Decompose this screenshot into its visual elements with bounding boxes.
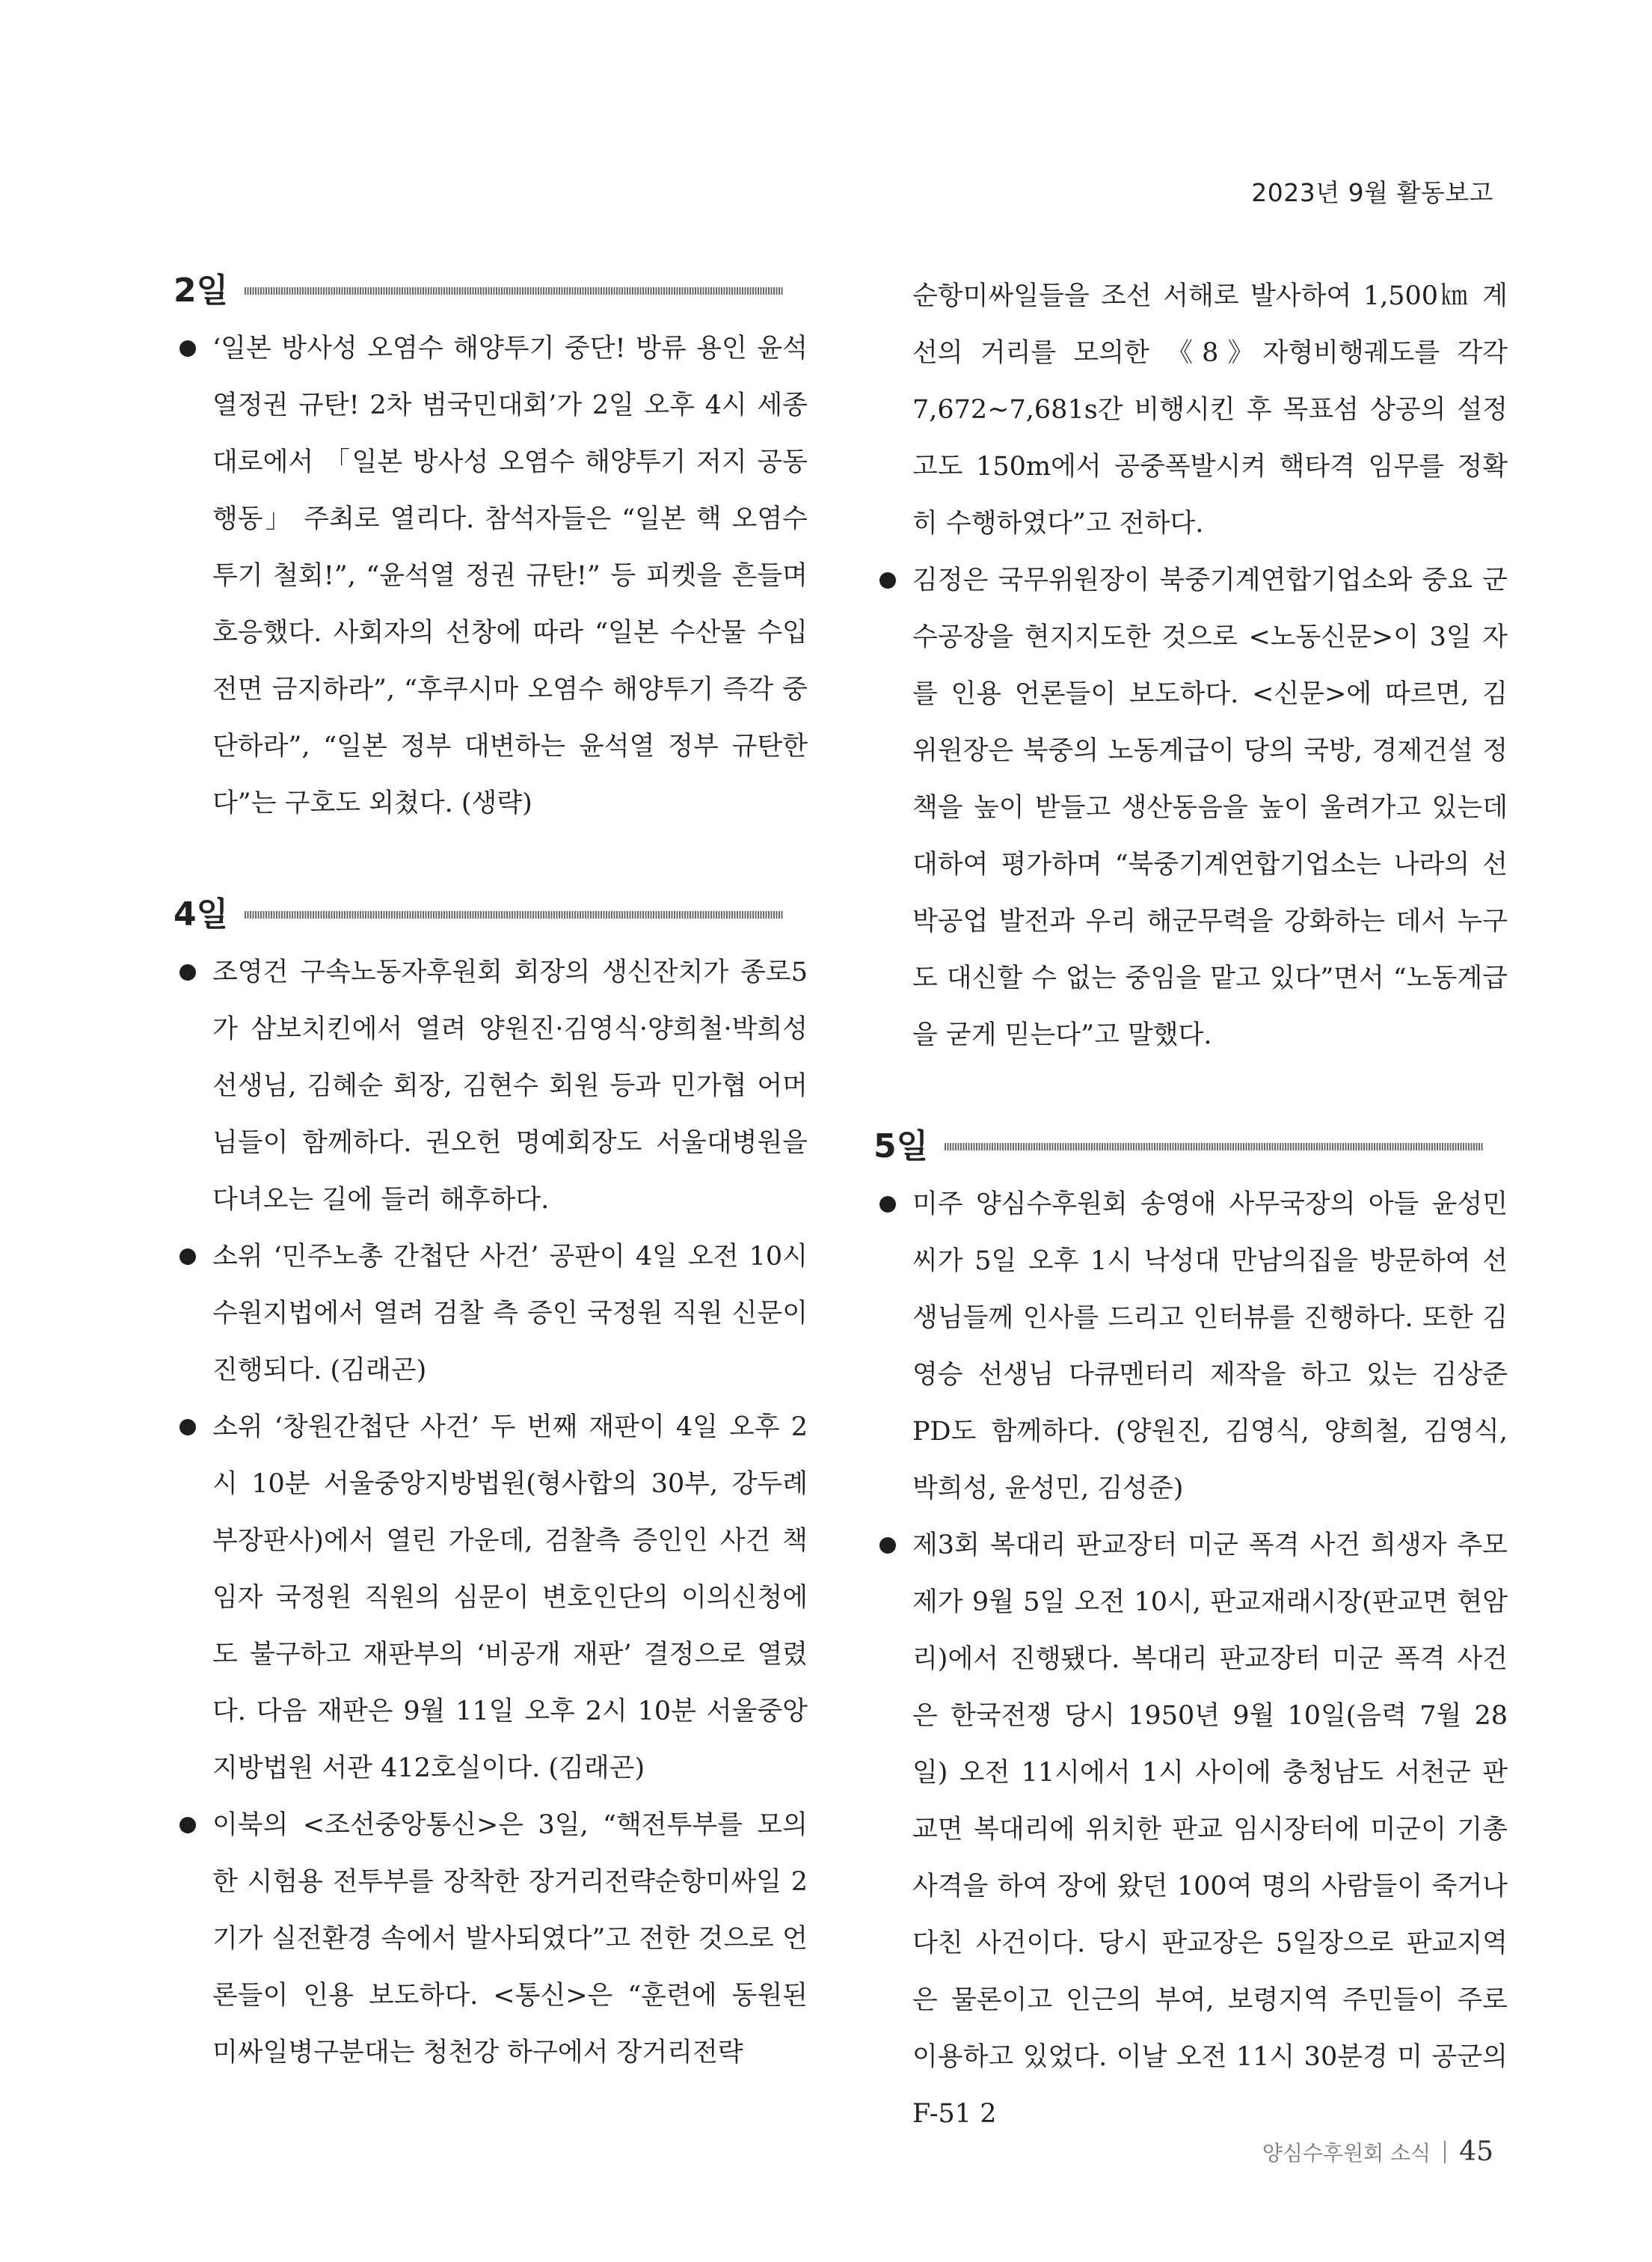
item-text: 소위 ‘민주노총 간첩단 사건’ 공판이 4일 오전 10시 수원지법에서 열려 검찰 측 증인 국정원 직원 신문이 진행되다. (김래곤): [212, 1242, 808, 1385]
publication-name: 양심수후원회 소식: [1262, 2140, 1431, 2166]
bullet-icon: [179, 1817, 196, 1833]
list-item: [174, 944, 811, 1228]
list-item: [873, 1176, 1511, 1517]
heading-rule: [245, 287, 783, 295]
bullet-icon: [879, 572, 896, 589]
footer-divider: [1444, 2141, 1446, 2163]
list-item: [174, 1399, 811, 1797]
bullet-icon: [179, 340, 196, 357]
list-item: [174, 1797, 811, 2081]
bullet-icon: [879, 1196, 896, 1213]
page-number: 45: [1459, 2136, 1493, 2167]
day-label: 4일: [174, 895, 229, 934]
day-heading-4: [174, 892, 811, 938]
list-item: [174, 320, 811, 832]
heading-rule: [245, 911, 783, 919]
bullet-icon: [179, 1419, 196, 1435]
item-text: 김정은 국무위원장이 북중기계연합기업소와 중요 군수공장을 현지지도한 것으로 <노동신문>이 3일 자를 인용 언론들이 보도하다. <신문>에 따르면, 김 위원장은 북중의 노동계급이 당의 국방, 경제건설 정책을 높이 받들고 생산동음을 높이 울려가고 있는데 대하여 평가하며 “북중기계연합기업소는 나라의 선박공업 발전과 우리 해군무력을 강화하는 데서 누구도 대신할 수 없는 중임을 맡고 있다”면서 “노동계급을 굳게 믿는다”고 말했다.: [912, 566, 1508, 1050]
right-column: [873, 268, 1511, 2142]
heading-rule: [945, 1143, 1483, 1150]
item-text: 미주 양심수후원회 송영애 사무국장의 아들 윤성민씨가 5일 오후 1시 낙성대 만남의집을 방문하여 선생님들께 인사를 드리고 인터뷰를 진행하다. 또한 김영승 선생님 다큐멘터리 제작을 하고 있는 김상준 PD도 함께하다. (양원진, 김영식, 양희철, 김영식, 박희성, 윤성민, 김성준): [912, 1189, 1508, 1504]
list-item: [174, 1228, 811, 1399]
item-text: 제3회 복대리 판교장터 미군 폭격 사건 희생자 추모제가 9월 5일 오전 10시, 판교재래시장(판교면 현암리)에서 진행됐다. 복대리 판교장터 미군 폭격 사건은 한국전쟁 당시 1950년 9월 10일(음력 7월 28일) 오전 11시에서 1시 사이에 충청남도 서천군 판교면 복대리에 위치한 판교 임시장터에 미군이 기총사격을 하여 장에 왔던 100여 명의 사람들이 죽거나 다친 사건이다. 당시 판교장은 5일장으로 판교지역은 물론이고 인근의 부여, 보령지역 주민들이 주로 이용하고 있었다. 이날 오전 11시 30분경 미 공군의 F-51 2: [912, 1530, 1508, 2129]
item-text: 소위 ‘창원간첩단 사건’ 두 번째 재판이 4일 오후 2시 10분 서울중앙지방법원(형사합의 30부, 강두례 부장판사)에서 열린 가운데, 검찰측 증인인 사건 책임자 국정원 직원의 심문이 변호인단의 이의신청에도 불구하고 재판부의 ‘비공개 재판’ 결정으로 열렸다. 다음 재판은 9월 11일 오후 2시 10분 서울중앙지방법원 서관 412호실이다. (김래곤): [212, 1412, 808, 1783]
page-footer: [1262, 2136, 1493, 2167]
list-item: [873, 552, 1511, 1064]
item-text: ‘일본 방사성 오염수 해양투기 중단! 방류 용인 윤석열정권 규탄! 2차 범국민대회’가 2일 오후 4시 세종대로에서 「일본 방사성 오염수 해양투기 저지 공동행동」 주최로 열리다. 참석자들은 “일본 핵 오염수 투기 철회!”, “윤석열 정권 규탄!” 등 피켓을 흔들며 호응했다. 사회자의 선창에 따라 “일본 수산물 수입 전면 금지하라”, “후쿠시마 오염수 해양투기 즉각 중단하라”, “일본 정부 대변하는 윤석열 정부 규탄한다”는 구호도 외쳤다. (생략): [212, 334, 808, 818]
day-label: 2일: [174, 272, 229, 310]
item-text: 조영건 구속노동자후원회 회장의 생신잔치가 종로5가 삼보치킨에서 열려 양원진·김영식·양희철·박희성 선생님, 김혜순 회장, 김현수 회원 등과 민가협 어머님들이 함께하다. 권오헌 명예회장도 서울대병원을 다녀오는 길에 들러 해후하다.: [212, 957, 808, 1215]
page-header-title: 2023년 9월 활동보고: [1251, 178, 1493, 207]
day-heading-2: [174, 268, 811, 314]
day-heading-5: [873, 1124, 1511, 1170]
bullet-icon: [179, 964, 196, 981]
bullet-icon: [179, 1248, 196, 1265]
item-text: 이북의 <조선중앙통신>은 3일, “핵전투부를 모의한 시험용 전투부를 장착한 장거리전략순항미싸일 2기가 실전환경 속에서 발사되였다”고 전한 것으로 언론들이 인용 보도하다. <통신>은 “훈련에 동원된 미싸일병구분대는 청천강 하구에서 장거리전략: [212, 1810, 808, 2068]
left-column: [174, 268, 811, 2081]
bullet-icon: [879, 1537, 896, 1554]
continued-text: 순항미싸일들을 조선 서해로 발사하여 1,500㎞ 계선의 거리를 모의한 《8》자형비행궤도를 각각 7,672~7,681s간 비행시킨 후 목표섬 상공의 설정고도 150m에서 공중폭발시켜 핵타격 임무를 정확히 수행하였다”고 전하다.: [912, 281, 1508, 539]
day-label: 5일: [873, 1127, 929, 1165]
list-item: [873, 1517, 1511, 2142]
